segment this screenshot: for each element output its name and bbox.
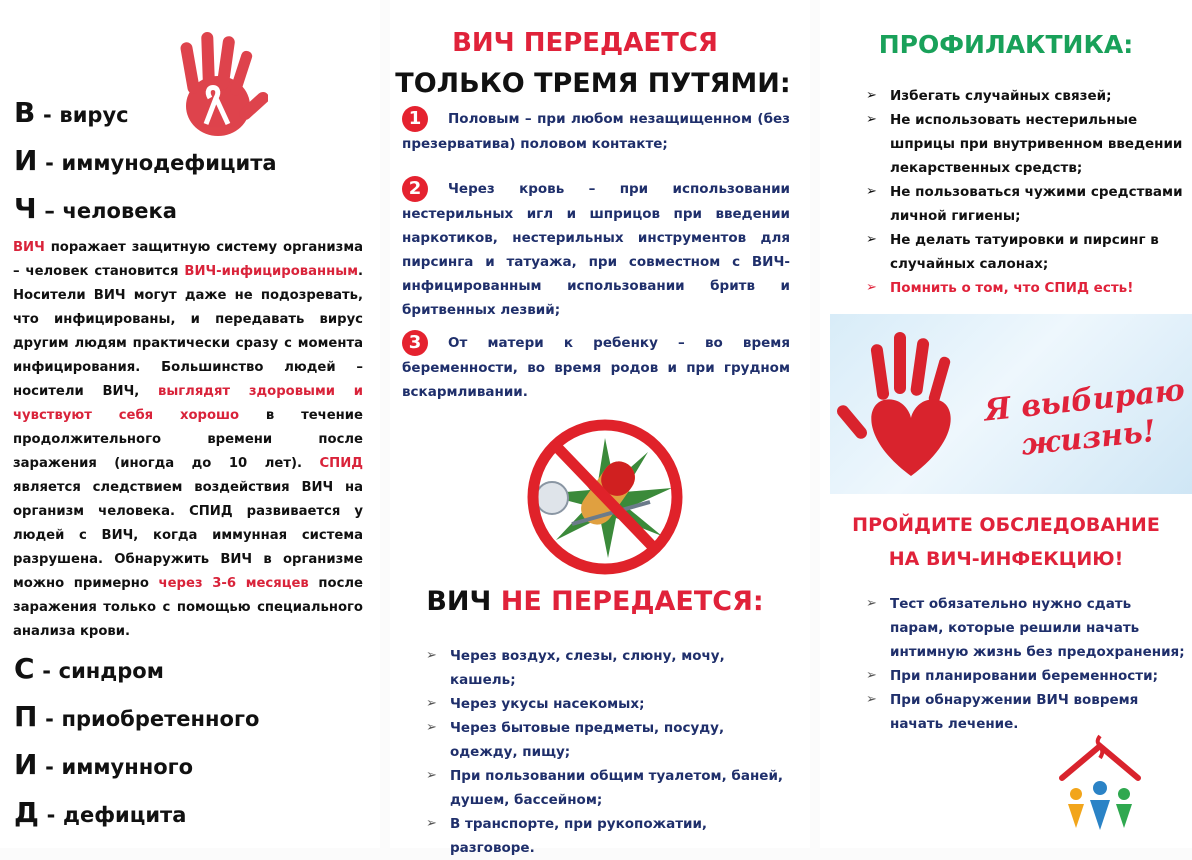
right-panel <box>820 0 1192 848</box>
transmission-subtitle: ТОЛЬКО ТРЕМЯ ПУТЯМИ: <box>395 68 791 99</box>
number-3-icon: 3 <box>402 330 428 356</box>
acronym-line-v: В - вирус <box>14 96 129 129</box>
number-2-icon: 2 <box>402 176 428 202</box>
list-item: ➢ Тест обязательно нужно сдать парам, которые решили начать интимную жизнь без предохранения; <box>866 592 1186 664</box>
arrow-bullet-icon: ➢ <box>426 648 437 663</box>
arrow-bullet-icon: ➢ <box>866 280 877 295</box>
acronym-line-s: С - синдром <box>14 652 164 685</box>
arrow-bullet-icon: ➢ <box>866 184 877 199</box>
way-item-3: 3 От матери к ребенку – во время беременности, во время родов и при грудном вскармливании. <box>402 332 790 400</box>
acronym-line-i: И - иммунодефицита <box>14 144 277 177</box>
list-item: ➢ Помнить о том, что СПИД есть! <box>866 276 1186 300</box>
way-item-1: 1 Половым – при любом незащищенном (без презерватива) половом контакте; <box>402 108 790 152</box>
number-1-icon: 1 <box>402 106 428 132</box>
arrow-bullet-icon: ➢ <box>426 720 437 735</box>
no-drugs-sign-icon <box>512 418 698 576</box>
banner-slogan: Я выбираю жизнь! <box>982 372 1187 463</box>
list-item: ➢ В транспорте, при рукопожатии, разговоре. <box>426 812 790 860</box>
prevention-title: ПРОФИЛАКТИКА: <box>878 30 1134 59</box>
arrow-bullet-icon: ➢ <box>426 768 437 783</box>
arrow-bullet-icon: ➢ <box>866 596 877 611</box>
arrow-bullet-icon: ➢ <box>866 668 877 683</box>
heart-hand-icon <box>836 326 986 486</box>
list-item: ➢ Не делать татуировки и пирсинг в случайных салонах; <box>866 228 1186 276</box>
arrow-bullet-icon: ➢ <box>426 816 437 831</box>
family-house-logo-icon <box>1052 732 1148 832</box>
acronym-line-p: П - приобретенного <box>14 700 260 733</box>
list-item: ➢ Избегать случайных связей; <box>866 84 1186 108</box>
list-item: ➢ При пользовании общим туалетом, баней, душем, бассейном; <box>426 764 790 812</box>
testing-title: ПРОЙДИТЕ ОБСЛЕДОВАНИЕ НА ВИЧ-ИНФЕКЦИЮ! <box>852 514 1160 570</box>
not-transmitted-list <box>426 644 790 860</box>
list-item: ➢ Не пользоваться чужими средствами личной гигиены; <box>866 180 1186 228</box>
arrow-bullet-icon: ➢ <box>426 696 437 711</box>
list-item: ➢ Через укусы насекомых; <box>426 692 790 716</box>
red-handprint-icon <box>158 28 268 148</box>
arrow-bullet-icon: ➢ <box>866 692 877 707</box>
not-transmitted-title: ВИЧ НЕ ПЕРЕДАЕТСЯ: <box>426 586 764 617</box>
arrow-bullet-icon: ➢ <box>866 112 877 127</box>
acronym-line-i2: И - иммунного <box>14 748 194 781</box>
acronym-line-ch: Ч – человека <box>14 192 177 225</box>
arrow-bullet-icon: ➢ <box>866 88 877 103</box>
life-choice-banner <box>830 314 1192 494</box>
transmission-title: ВИЧ ПЕРЕДАЕТСЯ <box>452 28 718 58</box>
acronym-line-d: Д - дефицита <box>14 796 187 829</box>
list-item: ➢ Через воздух, слезы, слюну, мочу, кашель; <box>426 644 790 692</box>
arrow-bullet-icon: ➢ <box>866 232 877 247</box>
hiv-info-paragraph: ВИЧ поражает защитную систему организма – человек становится ВИЧ-инфицированным. Носители ВИЧ могут даже не подозревать, что инфицированы, и передавать вирус другим людям практически сразу с момента инфицирования. Большинство людей – носители ВИЧ, выглядят здоровыми и чувствуют себя хорошо в течение продолжительного времени после заражения (иногда до 10 лет). СПИД является следствием воздействия ВИЧ на организм человека. СПИД развивается у людей с ВИЧ, когда иммунная система разрушена. Обнаружить ВИЧ в организме можно примерно через 3-6 месяцев после заражения только с помощью специального анализа крови. <box>13 240 364 639</box>
list-item: ➢ При планировании беременности; <box>866 664 1186 688</box>
list-item: ➢ При обнаружении ВИЧ вовремя начать лечение. <box>866 688 1186 736</box>
list-item: ➢ Через бытовые предметы, посуду, одежду, пищу; <box>426 716 790 764</box>
testing-list <box>866 592 1186 736</box>
way-item-2: 2 Через кровь – при использовании нестерильных игл и шприцов при введении наркотиков, нестерильных инструментов для пирсинга и татуажа, при совместном с ВИЧ-инфицированным использовании бритв и бритвенных лезвий; <box>402 178 790 318</box>
left-panel <box>0 0 380 848</box>
middle-panel <box>390 0 810 856</box>
list-item: ➢ Не использовать нестерильные шприцы при внутривенном введении лекарственных средств; <box>866 108 1186 180</box>
prevention-list <box>866 84 1186 300</box>
